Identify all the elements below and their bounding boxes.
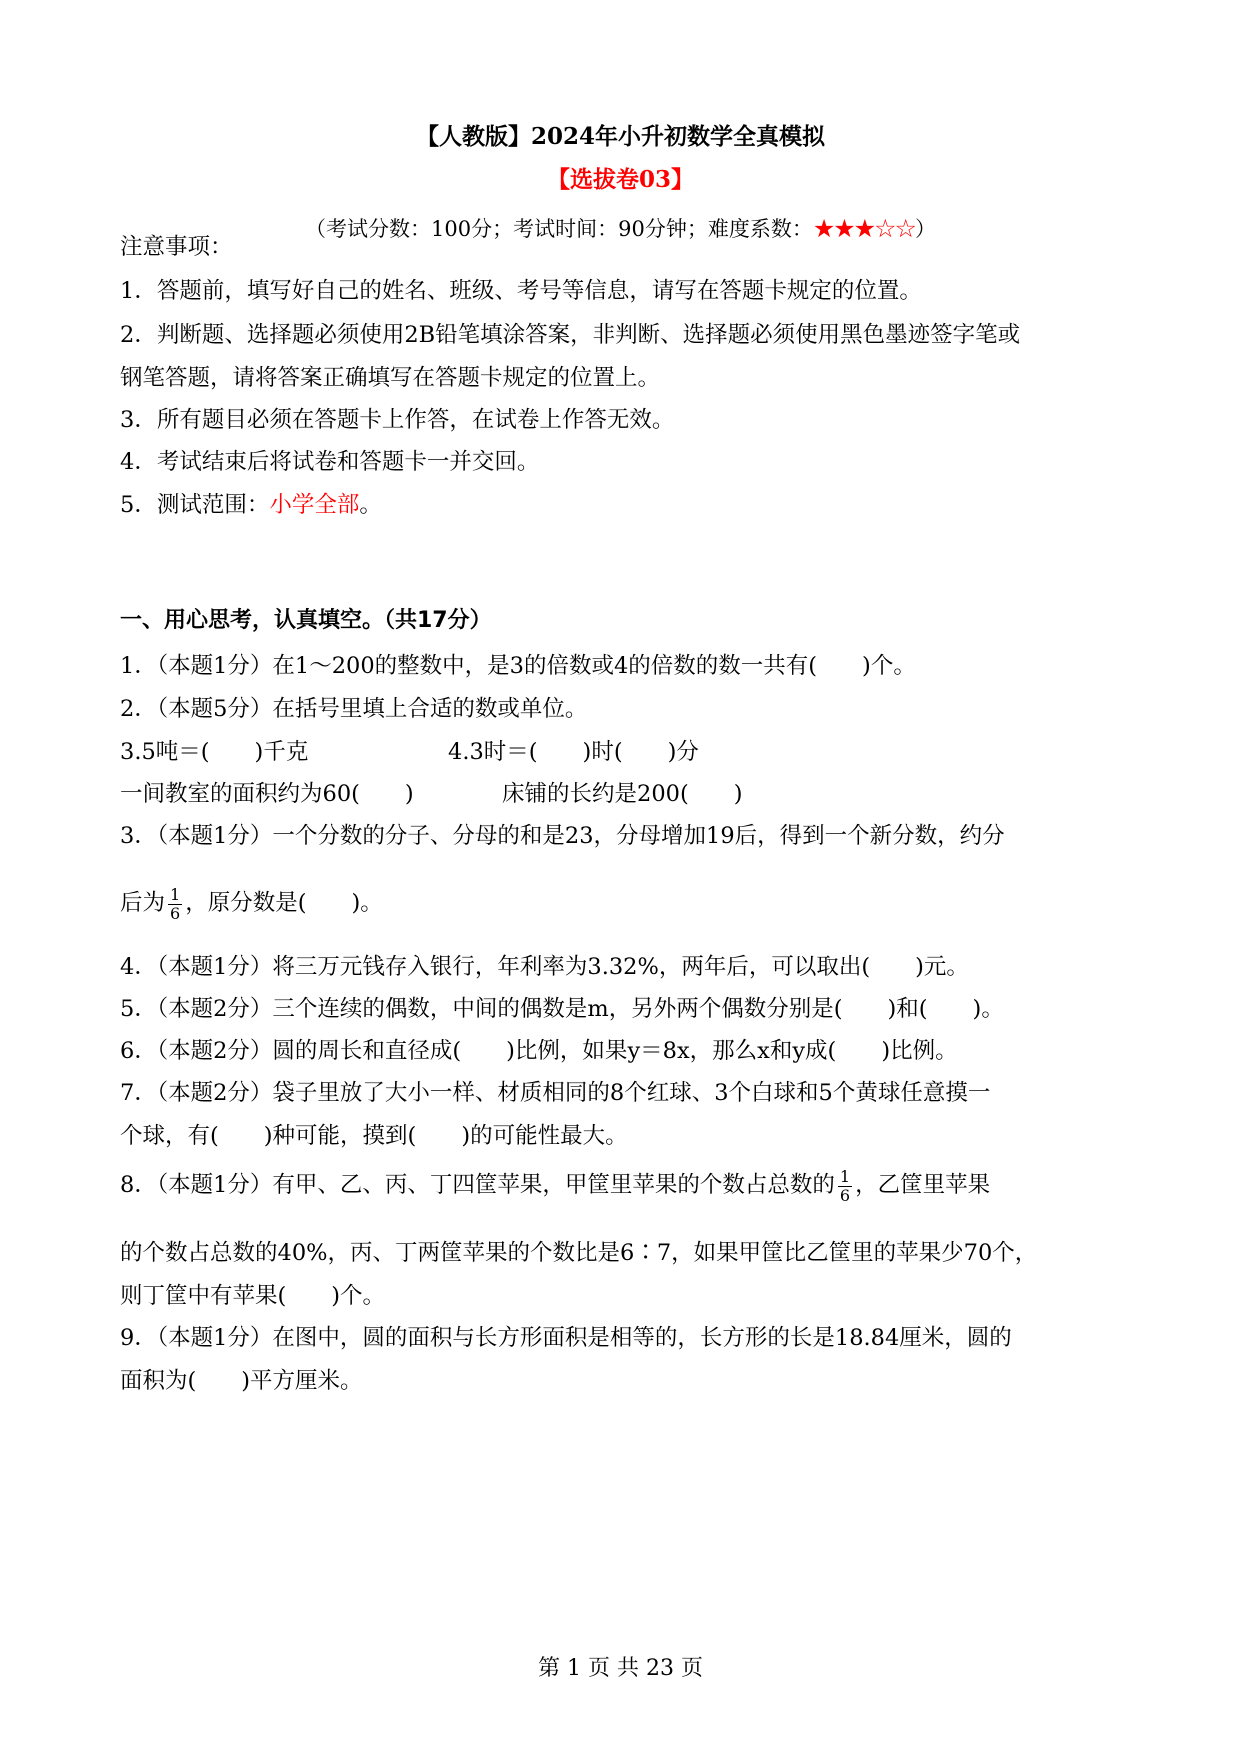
question-5: 5．（本题2分）三个连续的偶数，中间的偶数是m，另外两个偶数分别是( )和( )。: [120, 996, 1004, 1022]
question-2-item-a: 3.5吨＝( )千克: [120, 739, 309, 765]
exam-meta-suffix: ）: [914, 217, 936, 241]
fraction-denominator: 6: [839, 1185, 851, 1205]
note-item-5-suffix: 。: [359, 492, 382, 518]
fraction-one-sixth: [168, 886, 182, 923]
document-subtitle: 【选拔卷03】: [546, 166, 694, 193]
note-item-2-line-1: 2．判断题、选择题必须使用2B铅笔填涂答案，非判断、选择题必须使用黑色墨迹签字笔或: [120, 322, 1021, 348]
question-3-prefix: 后为: [120, 890, 166, 916]
difficulty-filled-star-icon: ★★★: [812, 214, 875, 243]
section-heading: 一、用心思考，认真填空。（共17分）: [120, 608, 492, 633]
fraction-one-sixth: [838, 1168, 852, 1205]
note-item-4: 4．考试结束后将试卷和答题卡一并交回。: [120, 449, 540, 475]
difficulty-empty-star-icon: ☆☆: [874, 214, 915, 243]
fraction-denominator: 6: [170, 903, 181, 923]
fraction-numerator: 1: [839, 1166, 851, 1186]
question-7-line-1: 7．（本题2分）袋子里放了大小一样、材质相同的8个红球、3个白球和5个黄球任意摸一: [120, 1080, 991, 1106]
note-item-2-line-2: 钢笔答题，请将答案正确填写在答题卡规定的位置上。: [120, 365, 661, 391]
question-8-prefix: 8．（本题1分）有甲、乙、丙、丁四筐苹果，甲筐里苹果的个数占总数的: [120, 1172, 835, 1198]
question-2-item-c: 一间教室的面积约为60( ): [120, 781, 414, 807]
question-3-line-2: [120, 880, 1121, 926]
question-2-item-d: 床铺的长约是200( ): [502, 781, 743, 807]
question-9-line-1: 9．（本题1分）在图中，圆的面积与长方形面积是相等的，长方形的长是18.84厘米，圆的: [120, 1325, 1012, 1351]
question-6: 6．（本题2分）圆的周长和直径成( )比例，如果y＝8x，那么x和y成( )比例。: [120, 1038, 958, 1064]
question-7-line-2: 个球，有( )种可能，摸到( )的可能性最大。: [120, 1123, 628, 1149]
test-scope-highlight: 小学全部: [269, 492, 360, 518]
note-item-5: [120, 490, 1121, 520]
exam-meta-text: （考试分数：100分；考试时间：90分钟；难度系数：: [305, 217, 813, 241]
question-2: 2．（本题5分）在括号里填上合适的数或单位。: [120, 696, 588, 722]
fraction-numerator: 1: [170, 884, 181, 904]
question-8-line-2: 的个数占总数的40%，丙、丁两筐苹果的个数比是6∶7，如果甲筐比乙筐里的苹果少70个，: [120, 1240, 1038, 1266]
note-item-3: 3．所有题目必须在答题卡上作答，在试卷上作答无效。: [120, 407, 675, 433]
page-number: 第 1 页 共 23 页: [538, 1656, 703, 1681]
question-8-line-1: [120, 1162, 1121, 1208]
question-8-suffix: ，乙筐里苹果: [855, 1172, 991, 1198]
note-item-1: 1．答题前，填写好自己的姓名、班级、考号等信息，请写在答题卡规定的位置。: [120, 278, 922, 304]
question-1: 1．（本题1分）在1～200的整数中，是3的倍数或4的倍数的数一共有( )个。: [120, 653, 916, 679]
note-item-5-prefix: 5．测试范围：: [120, 492, 270, 518]
question-2-item-b: 4.3时＝( )时( )分: [448, 739, 699, 765]
question-3-line-1: 3．（本题1分）一个分数的分子、分母的和是23，分母增加19后，得到一个新分数，约分: [120, 823, 1005, 849]
notes-heading: 注意事项：: [120, 234, 233, 260]
question-4: 4．（本题1分）将三万元钱存入银行，年利率为3.32%，两年后，可以取出( )元。: [120, 954, 969, 980]
question-3-suffix: ，原分数是( )。: [185, 890, 383, 916]
question-9-line-2: 面积为( )平方厘米。: [120, 1368, 363, 1394]
document-title: 【人教版】2024年小升初数学全真模拟: [415, 123, 825, 150]
question-8-line-3: 则丁筐中有苹果( )个。: [120, 1283, 386, 1309]
